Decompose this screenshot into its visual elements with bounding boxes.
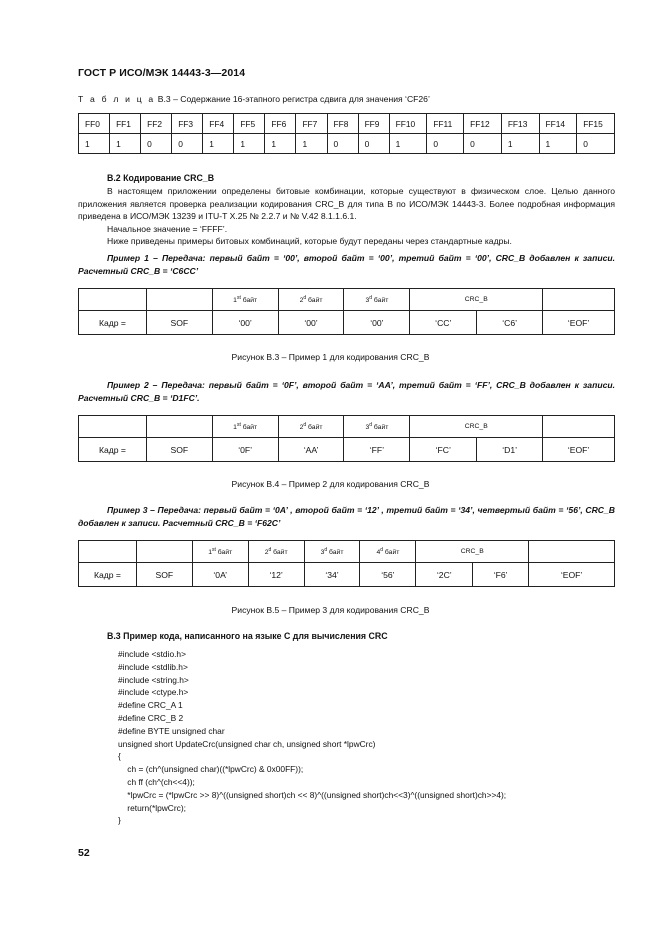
table-cell: SOF [136,563,192,587]
empty-cell [136,541,192,563]
example-2-title: Пример 2 – Передача: первый байт = ‘0F’, второй байт = ‘AA’, третий байт = ‘FF’, CRC_B добавлен к записи. Расчетный CRC_B = ‘D1FC’. [78,380,615,403]
shift-register-table [78,113,615,154]
table-cell: 1 [501,134,539,154]
byte-header: 1st байт [212,416,278,438]
table-cell: 1 [234,134,265,154]
code-line: return(*lpwCrc); [118,802,186,813]
crc-header: CRC_B [416,541,529,563]
code-line: #define CRC_A 1 [118,700,183,711]
code-line: #include <ctype.h> [118,687,189,698]
table-cell: ‘F6’ [473,563,529,587]
code-listing [118,648,506,827]
table-header-cell: FF12 [464,114,502,134]
frame-label: Кадр = [79,563,137,587]
byte-header: 1st байт [212,289,278,311]
code-line: ch ff (ch^(ch<<4)); [118,776,195,787]
crc-header: CRC_B [410,289,543,311]
table-cell: 0 [577,134,615,154]
section-title-b3: В.3 Пример кода, написанного на языке С для вычисления CRC [107,631,388,641]
page-number: 52 [78,847,90,859]
table-header-cell: FF8 [327,114,358,134]
table-cell: 0 [464,134,502,154]
table-cell: 1 [265,134,296,154]
table-cell: ‘34’ [304,563,360,587]
byte-header: 2$^d$ байт [278,289,344,311]
table-cell: ‘CC’ [410,311,477,335]
table-header-cell: FF4 [203,114,234,134]
table-cell: 1 [110,134,141,154]
table-cell: 0 [172,134,203,154]
code-line: #include <stdio.h> [118,649,186,659]
table-header-cell: FF1 [110,114,141,134]
table-cell: ‘FF’ [344,438,410,462]
table-header-cell: FF6 [265,114,296,134]
table-cell: 0 [327,134,358,154]
table-cell: ‘00’ [344,311,410,335]
table-cell: ‘12’ [248,563,304,587]
byte-header: 2$^d$ байт [248,541,304,563]
section-title-b2: В.2 Кодирование CRC_B [107,173,215,183]
table-cell: 1 [539,134,577,154]
byte-header: 1st байт [192,541,248,563]
paragraph: Ниже приведены примеры битовых комбинаций, которые будут переданы через стандартные кадры. [107,236,512,247]
empty-cell [529,541,615,563]
empty-cell [543,289,615,311]
table-row [79,134,615,154]
byte-header: 3$^d$ байт [344,289,410,311]
empty-cell [146,289,212,311]
table-cell: 0 [358,134,389,154]
table-cell: ‘0F’ [212,438,278,462]
table-caption-prefix: Т а б л и ц а [78,94,156,104]
paragraph: В настоящем приложении определены битовые комбинации, которые существуют в физическом слое. Целью данного приложения является проверка реализации кодирования CRC_B для типа B по ИСО/МЭК 14443-3. Более подробная информация приведена в ИСО/МЭК 13239 и ITU-T X.25 № 2.2.7 и № V.42 8.1.1.6.1. [78,186,615,222]
empty-cell [79,541,137,563]
byte-header: 4$^d$ байт [360,541,416,563]
table-cell: 1 [389,134,427,154]
example-3-title: Пример 3 – Передача: первый байт = ‘0A’ , второй байт = ‘12’ , третий байт = ‘34’, четвертый байт = ‘56’, CRC_B добавлен к записи. Расчетный CRC_B = ‘F62C’ [78,505,615,528]
paragraph: Начальное значение = ‘FFFF’. [107,223,228,234]
table-cell: ‘00’ [278,311,344,335]
code-line: #include <stdlib.h> [118,661,188,672]
table-cell: SOF [146,438,212,462]
byte-header: 3$^d$ байт [344,416,410,438]
table-cell: ‘EOF’ [543,311,615,335]
empty-cell [79,416,147,438]
table-cell: ‘2C’ [416,563,473,587]
figure-caption: Рисунок В.3 – Пример 1 для кодирования CRC_B [231,352,430,362]
byte-header: 3$^d$ байт [304,541,360,563]
table-cell: ‘0A’ [192,563,248,587]
code-line: #define BYTE unsigned char [118,725,225,736]
table-cell: 0 [141,134,172,154]
empty-cell [79,289,147,311]
byte-header: 2$^d$ байт [278,416,344,438]
table-cell: ‘00’ [212,311,278,335]
empty-cell [146,416,212,438]
empty-cell [543,416,615,438]
example-1-table [78,288,615,335]
table-cell: 1 [203,134,234,154]
code-line: ch = (ch^(unsigned char)((*lpwCrc) & 0x00FF)); [118,764,304,775]
table-header-cell: FF13 [501,114,539,134]
page-header: ГОСТ Р ИСО/МЭК 14443-3—2014 [78,67,246,79]
table-cell: ‘D1’ [477,438,543,462]
figure-caption: Рисунок В.4 – Пример 2 для кодирования CRC_B [231,479,430,489]
table-header-row [79,114,615,134]
table-header-cell: FF5 [234,114,265,134]
table-header-cell: FF15 [577,114,615,134]
code-line: #include <string.h> [118,674,189,685]
table-header-cell: FF10 [389,114,427,134]
table-cell: ‘FC’ [410,438,477,462]
table-cell: ‘EOF’ [529,563,615,587]
table-cell: 1 [79,134,110,154]
table-header-cell: FF14 [539,114,577,134]
table-header-cell: FF11 [427,114,464,134]
table-caption [78,94,430,104]
code-line: } [118,815,121,826]
code-line: *lpwCrc = (*lpwCrc >> 8)^((unsigned short)ch << 8)^((unsigned short)ch<<3)^((unsigned short)ch>>4); [118,789,507,800]
table-header-cell: FF7 [296,114,327,134]
table-cell: ‘AA’ [278,438,344,462]
crc-header: CRC_B [410,416,543,438]
example-1-title: Пример 1 – Передача: первый байт = ‘00’, второй байт = ‘00’, третий байт = ‘00’, CRC_B добавлен к записи. Расчетный CRC_B = ‘C6CC’ [78,253,615,276]
table-cell: 1 [296,134,327,154]
code-line: { [118,751,121,762]
figure-caption: Рисунок В.5 – Пример 3 для кодирования CRC_B [231,605,430,615]
code-line: #define CRC_B 2 [118,712,184,723]
table-cell: ‘EOF’ [543,438,615,462]
frame-label: Кадр = [79,438,147,462]
table-cell: 0 [427,134,464,154]
table-header-cell: FF3 [172,114,203,134]
table-cell: SOF [146,311,212,335]
section-b2-body [78,185,615,248]
code-line: unsigned short UpdateCrc(unsigned char ch, unsigned short *lpwCrc) [118,738,376,749]
table-header-cell: FF0 [79,114,110,134]
table-header-cell: FF9 [358,114,389,134]
frame-label: Кадр = [79,311,147,335]
table-caption-text: В.3 – Содержание 16-этапного регистра сдвига для значения ‘CF26’ [155,94,430,104]
table-cell: ‘C6’ [477,311,543,335]
table-cell: ‘56’ [360,563,416,587]
example-2-table [78,415,615,462]
example-3-table [78,540,615,587]
table-header-cell: FF2 [141,114,172,134]
